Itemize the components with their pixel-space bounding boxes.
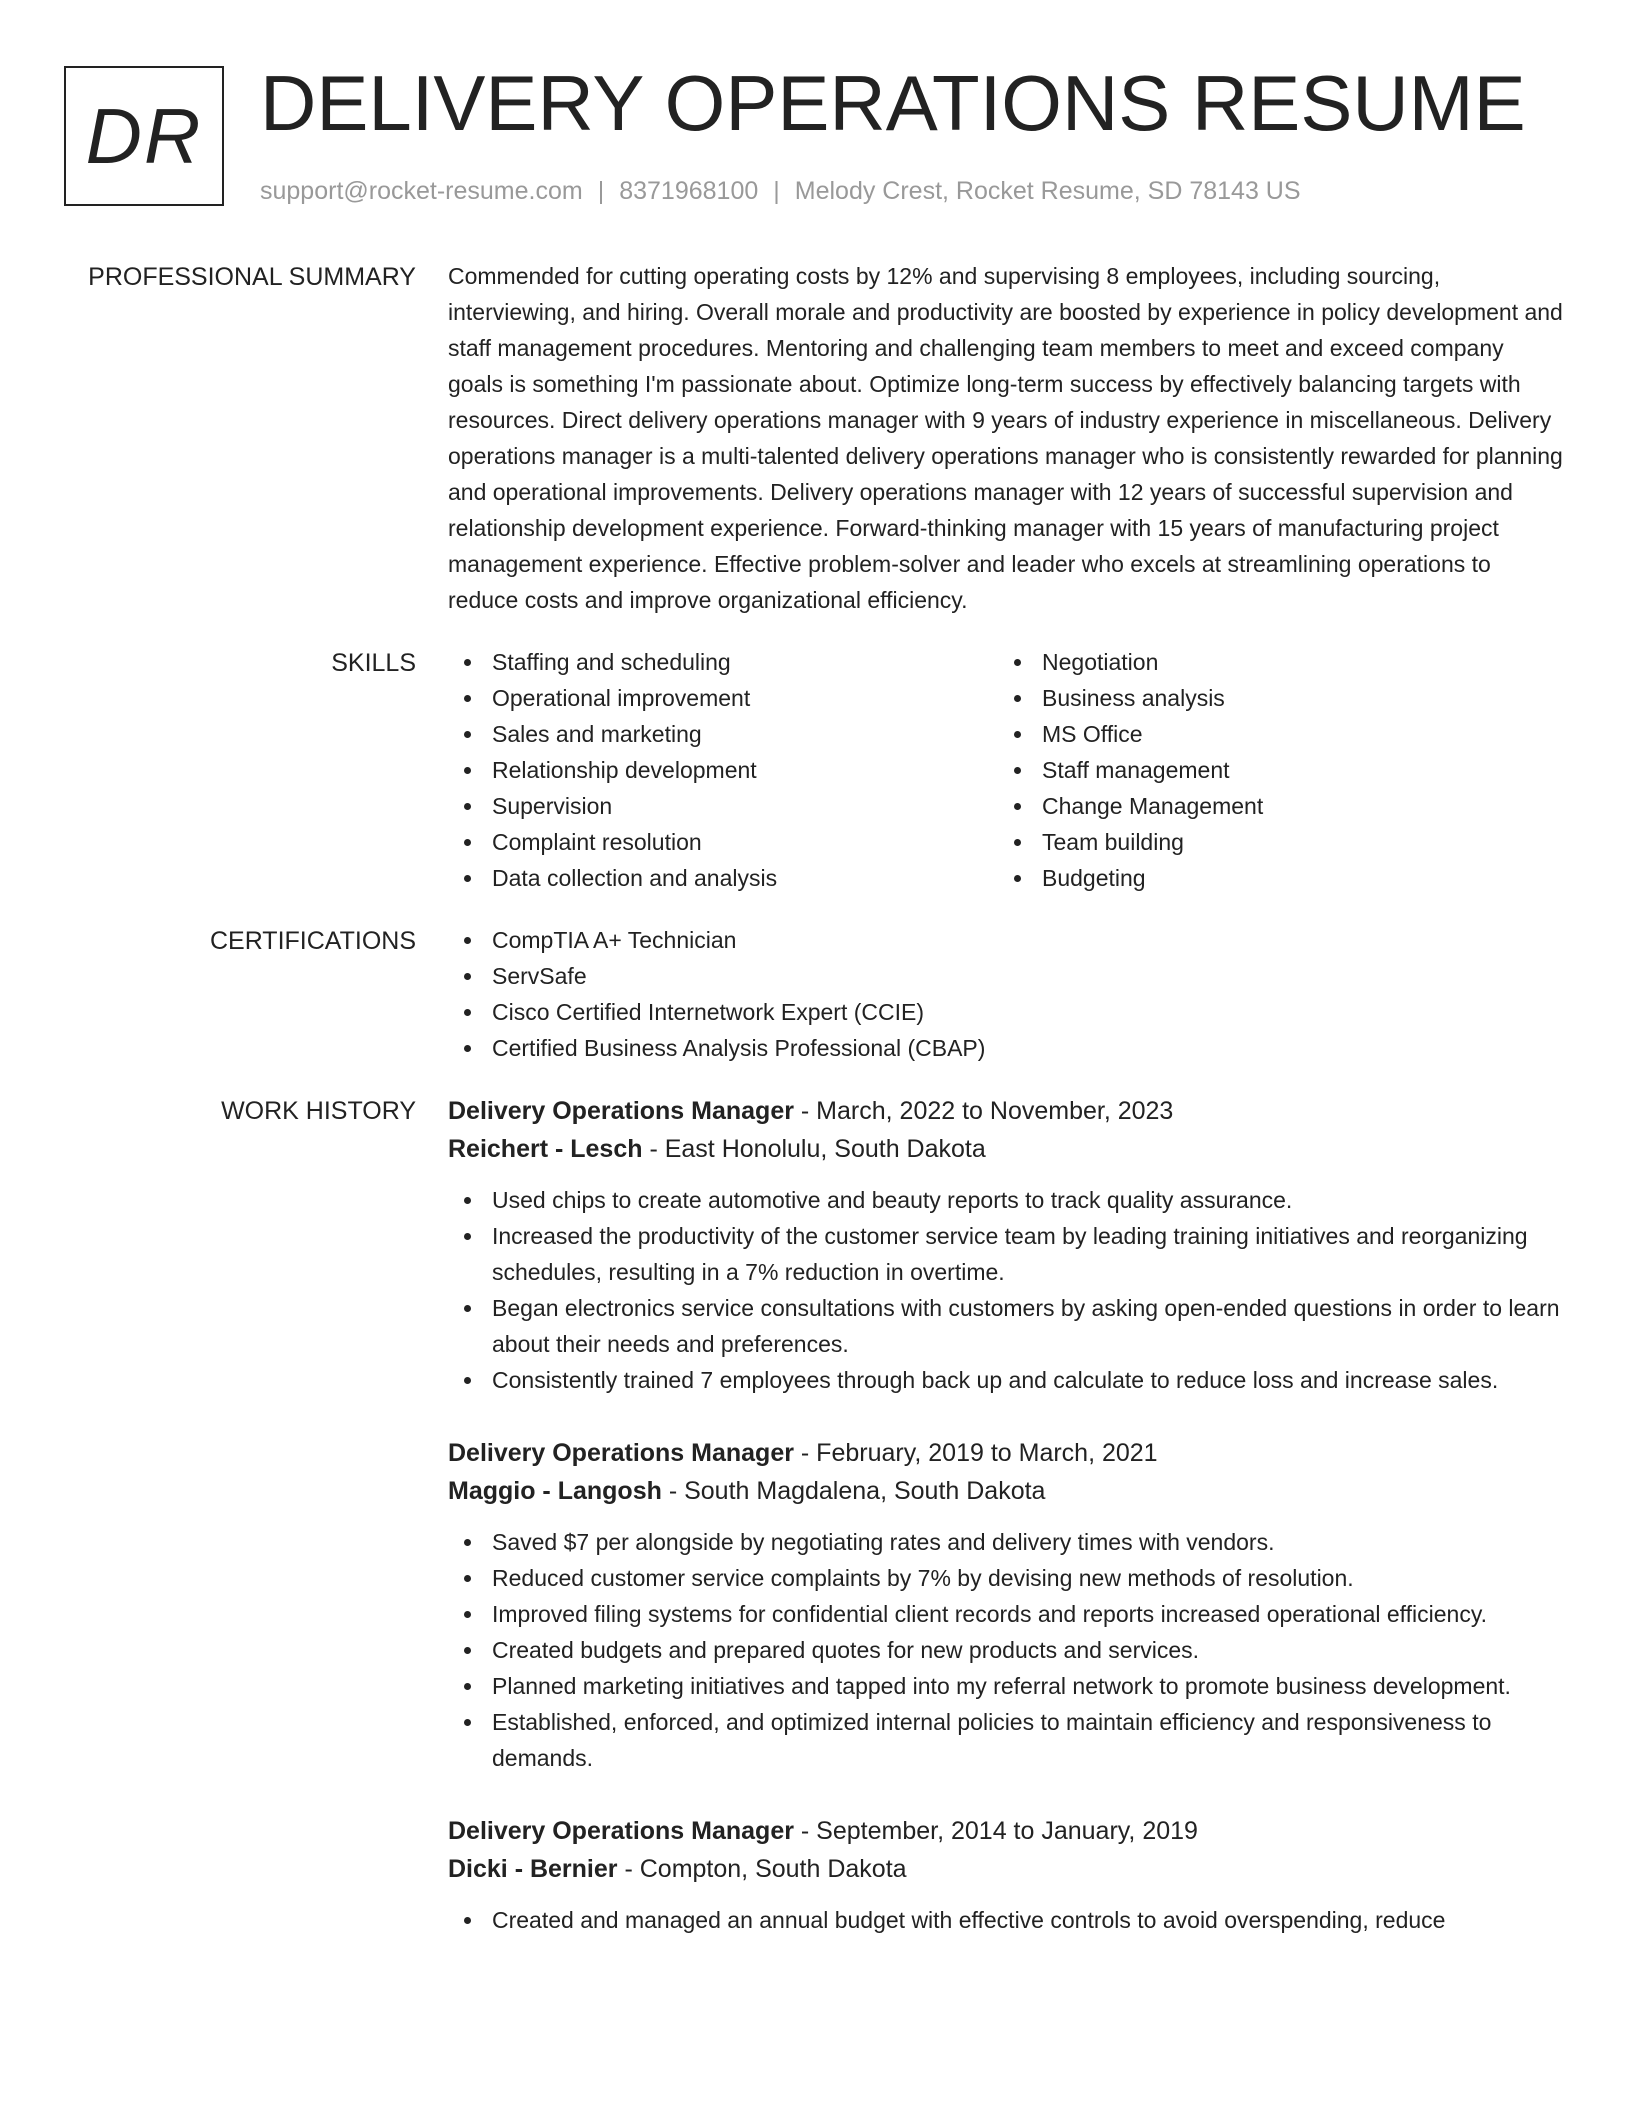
skills-grid	[448, 644, 1563, 896]
job-dates: - September, 2014 to January, 2019	[793, 1817, 1198, 1845]
skill-item: MS Office	[998, 716, 1548, 752]
contact-address: Melody Crest, Rocket Resume, SD 78143 US	[794, 177, 1301, 205]
job-bullet: Created budgets and prepared quotes for new products and services.	[448, 1632, 1563, 1668]
contact-email: support@rocket-resume.com	[260, 177, 583, 205]
job-bullet: Began electronics service consultations with customers by asking open-ended questions in order to learn about their needs and preferences.	[448, 1290, 1563, 1362]
summary-section	[0, 258, 1632, 618]
job-title-line	[448, 1092, 1563, 1130]
job-dates: - March, 2022 to November, 2023	[793, 1097, 1174, 1125]
job-company: Maggio - Langosh	[448, 1477, 662, 1505]
job-title-line	[448, 1434, 1563, 1472]
skill-item: Relationship development	[448, 752, 998, 788]
skills-list-left	[448, 644, 998, 896]
certification-item: Cisco Certified Internetwork Expert (CCIE)	[448, 994, 1563, 1030]
section-body	[448, 1092, 1563, 1974]
job-bullet: Improved filing systems for confidential client records and reports increased operational efficiency.	[448, 1596, 1563, 1632]
skill-item: Change Management	[998, 788, 1548, 824]
job-bullets	[448, 1182, 1563, 1398]
job-bullet: Increased the productivity of the customer service team by leading training initiatives and reorganizing schedules, resulting in a 7% reduction in overtime.	[448, 1218, 1563, 1290]
skill-item: Business analysis	[998, 680, 1548, 716]
skill-item: Team building	[998, 824, 1548, 860]
certification-item: ServSafe	[448, 958, 1563, 994]
monogram-logo: DR	[64, 66, 224, 206]
certification-item: Certified Business Analysis Professional (CBAP)	[448, 1030, 1563, 1066]
skill-item: Complaint resolution	[448, 824, 998, 860]
job-entry	[448, 1434, 1563, 1776]
certifications-section	[0, 922, 1632, 1066]
section-body	[448, 922, 1563, 1066]
skill-item: Supervision	[448, 788, 998, 824]
job-entry	[448, 1092, 1563, 1398]
skills-list-right	[998, 644, 1548, 896]
section-label: PROFESSIONAL SUMMARY	[88, 263, 416, 291]
skill-item: Staff management	[998, 752, 1548, 788]
skill-item: Operational improvement	[448, 680, 998, 716]
job-bullet: Consistently trained 7 employees through back up and calculate to reduce loss and increase sales.	[448, 1362, 1563, 1398]
skills-section	[0, 644, 1632, 896]
job-entry	[448, 1812, 1563, 1938]
job-location: - Compton, South Dakota	[617, 1855, 907, 1883]
job-location: - East Honolulu, South Dakota	[642, 1135, 986, 1163]
job-location: - South Magdalena, South Dakota	[661, 1477, 1046, 1505]
section-body	[448, 258, 1563, 618]
skill-item: Negotiation	[998, 644, 1548, 680]
work-history-section	[0, 1092, 1632, 1974]
page-title: DELIVERY OPERATIONS RESUME	[260, 59, 1526, 147]
job-title: Delivery Operations Manager	[448, 1097, 794, 1125]
section-body	[448, 644, 1563, 896]
job-bullet: Saved $7 per alongside by negotiating rates and delivery times with vendors.	[448, 1524, 1563, 1560]
job-bullet: Established, enforced, and optimized internal policies to maintain efficiency and responsiveness to demands.	[448, 1704, 1563, 1776]
job-bullets	[448, 1524, 1563, 1776]
certification-item: CompTIA A+ Technician	[448, 922, 1563, 958]
job-bullet: Created and managed an annual budget with effective controls to avoid overspending, reduce	[448, 1902, 1563, 1938]
job-title: Delivery Operations Manager	[448, 1439, 794, 1467]
skill-item: Staffing and scheduling	[448, 644, 998, 680]
job-company: Reichert - Lesch	[448, 1135, 643, 1163]
contact-separator: |	[597, 177, 605, 205]
skill-item: Sales and marketing	[448, 716, 998, 752]
contact-phone: 8371968100	[619, 177, 759, 205]
job-company-line	[448, 1472, 1563, 1510]
job-company: Dicki - Bernier	[448, 1855, 618, 1883]
resume-sections	[0, 258, 1632, 2000]
section-label: SKILLS	[331, 649, 416, 677]
job-bullet: Planned marketing initiatives and tapped into my referral network to promote business development.	[448, 1668, 1563, 1704]
job-dates: - February, 2019 to March, 2021	[793, 1439, 1158, 1467]
section-label: WORK HISTORY	[221, 1097, 416, 1125]
contact-separator: |	[773, 177, 780, 205]
job-company-line	[448, 1850, 1563, 1888]
job-bullets	[448, 1902, 1563, 1938]
job-bullet: Used chips to create automotive and beauty reports to track quality assurance.	[448, 1182, 1563, 1218]
job-company-line	[448, 1130, 1563, 1168]
skill-item: Budgeting	[998, 860, 1548, 896]
certifications-list	[448, 922, 1563, 1066]
job-title-line	[448, 1812, 1563, 1850]
summary-text: Commended for cutting operating costs by 12% and supervising 8 employees, including sourcing, interviewing, and hiring. Overall morale and productivity are boosted by experience in policy development and staff management procedures. Mentoring and challenging team members to meet and exceed company goals is something I'm passionate about. Optimize long-term success by effectively balancing targets with resources. Direct delivery operations manager with 9 years of industry experience in miscellaneous. Delivery operations manager is a multi-talented delivery operations manager who is consistently rewarded for planning and operational improvements. Delivery operations manager with 12 years of successful supervision and relationship development experience. Forward-thinking manager with 15 years of manufacturing project management experience. Effective problem-solver and leader who excels at streamlining operations to reduce costs and improve organizational efficiency.	[448, 263, 1563, 613]
job-title: Delivery Operations Manager	[448, 1817, 794, 1845]
job-bullet: Reduced customer service complaints by 7% by devising new methods of resolution.	[448, 1560, 1563, 1596]
contact-line	[260, 176, 1301, 206]
skill-item: Data collection and analysis	[448, 860, 998, 896]
section-label: CERTIFICATIONS	[209, 927, 416, 955]
